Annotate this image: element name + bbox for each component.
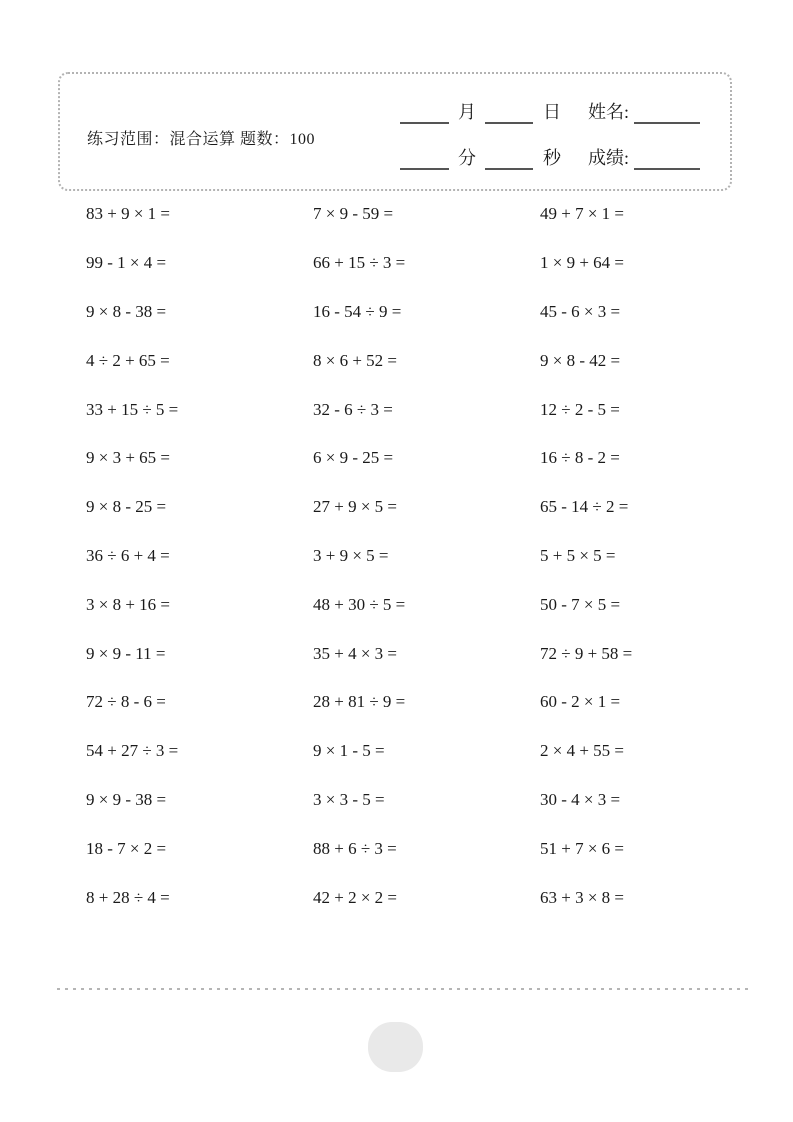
math-problem: 9 × 8 - 25 =	[86, 497, 167, 517]
math-problem: 4 ÷ 2 + 65 =	[86, 350, 170, 370]
math-problem: 9 × 1 - 5 =	[313, 741, 385, 761]
math-problem: 27 + 9 × 5 =	[313, 497, 398, 517]
math-problem: 3 × 3 - 5 =	[313, 789, 385, 809]
math-problem: 7 × 9 - 59 =	[313, 204, 394, 224]
score-label: 成绩:	[588, 148, 630, 168]
math-problem: 60 - 2 × 1 =	[540, 692, 621, 712]
day-label: 日	[543, 102, 561, 122]
practice-info-label: 练习范围：混合运算 题数：100	[87, 131, 316, 148]
math-problem: 99 - 1 × 4 =	[86, 253, 167, 273]
math-problem: 51 + 7 × 6 =	[540, 838, 625, 858]
math-problem: 66 + 15 ÷ 3 =	[313, 253, 406, 273]
name-label: 姓名:	[588, 102, 630, 122]
problems-grid	[86, 190, 767, 922]
name-blank-line	[634, 104, 700, 124]
math-problem: 33 + 15 ÷ 5 =	[86, 399, 179, 419]
math-problem: 5 + 5 × 5 =	[540, 545, 616, 565]
math-problem: 2 × 4 + 55 =	[540, 741, 625, 761]
math-problem: 8 + 28 ÷ 4 =	[86, 887, 170, 907]
dashed-divider-line	[57, 988, 749, 990]
math-problem: 1 × 9 + 64 =	[540, 253, 625, 273]
month-label: 月	[458, 102, 476, 122]
month-blank-line	[400, 104, 449, 124]
math-problem: 16 ÷ 8 - 2 =	[540, 448, 620, 468]
day-blank-line	[485, 104, 533, 124]
math-problem: 32 - 6 ÷ 3 =	[313, 399, 393, 419]
math-problem: 9 × 9 - 38 =	[86, 789, 167, 809]
math-problem: 54 + 27 ÷ 3 =	[86, 741, 179, 761]
math-problem: 8 × 6 + 52 =	[313, 350, 398, 370]
time-field-row	[400, 144, 700, 170]
second-blank-line	[485, 150, 533, 170]
math-problem: 48 + 30 ÷ 5 =	[313, 594, 406, 614]
math-problem: 36 ÷ 6 + 4 =	[86, 545, 170, 565]
math-problem: 3 + 9 × 5 =	[313, 545, 389, 565]
math-problem: 3 × 8 + 16 =	[86, 594, 171, 614]
math-problem: 45 - 6 × 3 =	[540, 301, 621, 321]
minute-blank-line	[400, 150, 449, 170]
math-problem: 9 × 8 - 38 =	[86, 301, 167, 321]
score-blank-line	[634, 150, 700, 170]
math-problem: 35 + 4 × 3 =	[313, 643, 398, 663]
minute-label: 分	[458, 148, 476, 168]
footer-blob	[368, 1022, 423, 1072]
math-problem: 72 ÷ 8 - 6 =	[86, 692, 166, 712]
math-problem: 30 - 4 × 3 =	[540, 789, 621, 809]
math-problem: 50 - 7 × 5 =	[540, 594, 621, 614]
math-problem: 6 × 9 - 25 =	[313, 448, 394, 468]
math-problem: 88 + 6 ÷ 3 =	[313, 838, 397, 858]
math-problem: 9 × 9 - 11 =	[86, 643, 166, 663]
math-problem: 9 × 3 + 65 =	[86, 448, 171, 468]
math-problem: 72 ÷ 9 + 58 =	[540, 643, 633, 663]
math-problem: 63 + 3 × 8 =	[540, 887, 625, 907]
second-label: 秒	[543, 148, 561, 168]
header-box	[58, 72, 732, 191]
math-problem: 42 + 2 × 2 =	[313, 887, 398, 907]
math-problem: 18 - 7 × 2 =	[86, 838, 167, 858]
math-problem: 83 + 9 × 1 =	[86, 204, 171, 224]
math-problem: 49 + 7 × 1 =	[540, 204, 625, 224]
math-problem: 9 × 8 - 42 =	[540, 350, 621, 370]
math-problem: 65 - 14 ÷ 2 =	[540, 497, 629, 517]
math-problem: 16 - 54 ÷ 9 =	[313, 301, 402, 321]
math-problem: 28 + 81 ÷ 9 =	[313, 692, 406, 712]
date-field-row	[400, 98, 700, 124]
math-problem: 12 ÷ 2 - 5 =	[540, 399, 620, 419]
